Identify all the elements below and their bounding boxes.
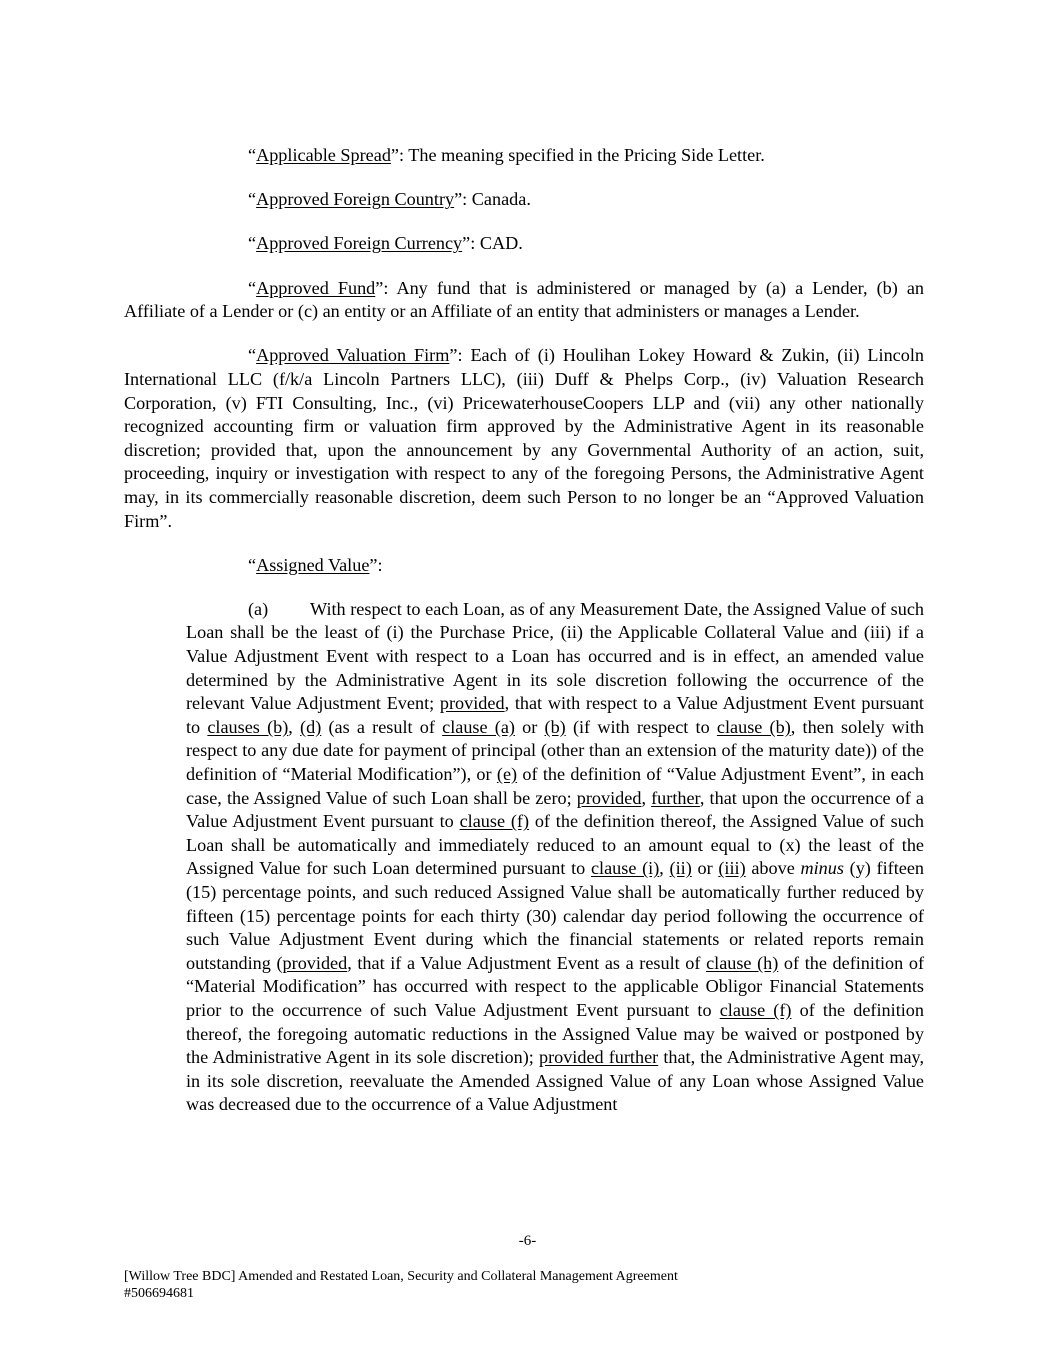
clause-text: (if with respect to xyxy=(565,716,717,737)
clause-reference: provided further xyxy=(538,1047,659,1068)
clause-text: With respect to each Loan, as of any Measurement Date, the Assigned Value of such Loan shall be the least of (i) the Purchase Price, (ii) the Applicable Collateral Value and (iii) if a Value Adjustment Event with respect to a Loan has occurred and is in effect, an amended value determined by the Administrative Agent in its sole discretion following the occurrence of the relevant Value Adjustment Event; xyxy=(186,598,924,714)
clause-text: above xyxy=(745,858,801,879)
clause-text: of the definition thereof, the foregoing automatic reductions in the Assigned Value may be waived or postponed by the Administrative Agent in its sole discretion); xyxy=(186,999,924,1068)
clause-text: , xyxy=(288,716,301,737)
definition-approved-foreign-country xyxy=(124,188,924,212)
clause-reference: clause (a) xyxy=(442,716,515,737)
defined-term: Applicable Spread xyxy=(256,145,391,165)
clause-reference: clause (b) xyxy=(716,716,791,737)
clause-reference: provided xyxy=(576,787,642,808)
clause-text: that, the Administrative Agent may, in its sole discretion, reevaluate the Amended Assigned Value of any Loan whose Assigned Value was decreased due to the occurrence of a Value Adjustment xyxy=(186,1047,925,1115)
clause-reference: clauses (b) xyxy=(207,716,289,737)
clause-text: , that if a Value Adjustment Event as a result of xyxy=(347,952,707,973)
defined-term: Approved Foreign Country xyxy=(256,189,455,210)
clause-reference: provided xyxy=(439,693,505,714)
definition-approved-foreign-currency xyxy=(124,232,924,256)
definition-approved-fund xyxy=(124,277,924,324)
definition-text: CAD. xyxy=(479,233,523,254)
definition-text: The meaning specified in the Pricing Side Letter. xyxy=(408,145,765,165)
clause-text: or xyxy=(514,716,545,737)
clause-text: , then solely with respect to any due date for payment of principal (other than an extension of the maturity date)) of the definition of “Material Modification”), or xyxy=(186,716,925,785)
footer-title: [Willow Tree BDC] Amended and Restated Loan, Security and Collateral Management Agreement xyxy=(124,1269,678,1284)
defined-term: Approved Valuation Firm xyxy=(256,345,450,366)
clause-a-marker: (a) xyxy=(248,598,269,619)
clause-reference: clause (f) xyxy=(459,811,530,832)
term-close: ”: xyxy=(369,554,383,575)
clause-reference: clause (f) xyxy=(719,999,792,1020)
open-quote: “ xyxy=(248,189,257,210)
term-close: ”: xyxy=(375,277,397,298)
clause-text: (as a result of xyxy=(321,716,443,737)
term-close: ”: xyxy=(454,189,472,210)
open-quote: “ xyxy=(248,554,257,575)
term-close: ”: xyxy=(390,145,409,165)
document-body xyxy=(124,144,924,1117)
clause-a-paragraph xyxy=(186,598,924,1117)
term-close: ”: xyxy=(462,233,480,254)
clause-text: of the definition of “Value Adjustment Event”, in each case, the Assigned Value of such Loan shall be zero; xyxy=(186,764,924,808)
definition-text: Canada. xyxy=(471,189,531,210)
document-footer xyxy=(124,1268,924,1302)
clause-reference: (d) xyxy=(300,716,322,737)
definition-assigned-value xyxy=(124,554,924,578)
clause-reference: clause (h) xyxy=(706,952,779,973)
open-quote: “ xyxy=(248,145,257,165)
footer-doc-id: #506694681 xyxy=(124,1286,194,1301)
defined-term: Assigned Value xyxy=(256,554,370,575)
definition-text: Each of (i) Houlihan Lokey Howard & Zukin, (ii) Lincoln International LLC (f/k/a Lincoln Partners LLC), (iii) Duff & Phelps Corp., (iv) Valuation Research Corporation, (v) FTI Consulting, Inc., (vi) PricewaterhouseCoopers LLP and (vii) any other nationally recognized accounting firm or valuation firm approved by the Administrative Agent in its reasonable discretion; provided that, upon the announcement by any Governmental Authority of an action, suit, proceeding, inquiry or investigation with respect to any of the foregoing Persons, the Administrative Agent may, in its commercially reasonable discretion, deem such Person to no longer be an “Approved Valuation Firm”. xyxy=(124,345,924,531)
clause-reference: (ii) xyxy=(669,858,692,879)
defined-term: Approved Foreign Currency xyxy=(256,233,463,254)
clause-reference: (b) xyxy=(544,716,566,737)
clause-reference: further xyxy=(651,787,700,808)
open-quote: “ xyxy=(248,277,257,298)
clause-reference: (e) xyxy=(496,764,518,785)
clause-reference: provided xyxy=(282,952,348,973)
page-number: -6- xyxy=(518,1233,537,1249)
clause-text: , that with respect to a Value Adjustment Event pursuant to xyxy=(186,693,924,737)
clause-reference: clause (i) xyxy=(590,858,660,879)
clause-text: of the definition thereof, the Assigned Value of such Loan shall be automatically and immediately reduced to an amount equal to (x) the least of the Assigned Value for such Loan determined pursuant to xyxy=(186,811,924,879)
definition-approved-valuation-firm xyxy=(124,344,924,533)
definition-applicable-spread xyxy=(124,144,924,168)
clause-text: , xyxy=(641,787,652,808)
clause-text: of the definition of “Material Modification” has occurred with respect to the applicable Obligor Financial Statements prior to the occurrence of such Value Adjustment Event pursuant to xyxy=(186,952,924,1020)
definition-text: Any fund that is administered or managed by (a) a Lender, (b) an Affiliate of a Lender or (c) an entity or an Affiliate of an entity that administers or manages a Lender. xyxy=(124,277,925,322)
clause-reference: (iii) xyxy=(718,858,746,879)
open-quote: “ xyxy=(248,233,257,254)
term-close: ”: xyxy=(449,345,471,366)
defined-term: Approved Fund xyxy=(256,277,376,298)
clause-text: (y) fifteen (15) percentage points, and such reduced Assigned Value shall be automatically further reduced by fifteen (15) percentage points for each thirty (30) calendar day period following the occurrence of such Value Adjustment Event during which the financial statements or related reports remain outstanding ( xyxy=(186,858,925,973)
open-quote: “ xyxy=(248,345,257,366)
emphasis-text: minus xyxy=(800,858,844,879)
clause-text: , that upon the occurrence of a Value Adjustment Event pursuant to xyxy=(186,787,924,832)
clause-text: , xyxy=(659,858,670,879)
clause-text: or xyxy=(691,858,719,879)
